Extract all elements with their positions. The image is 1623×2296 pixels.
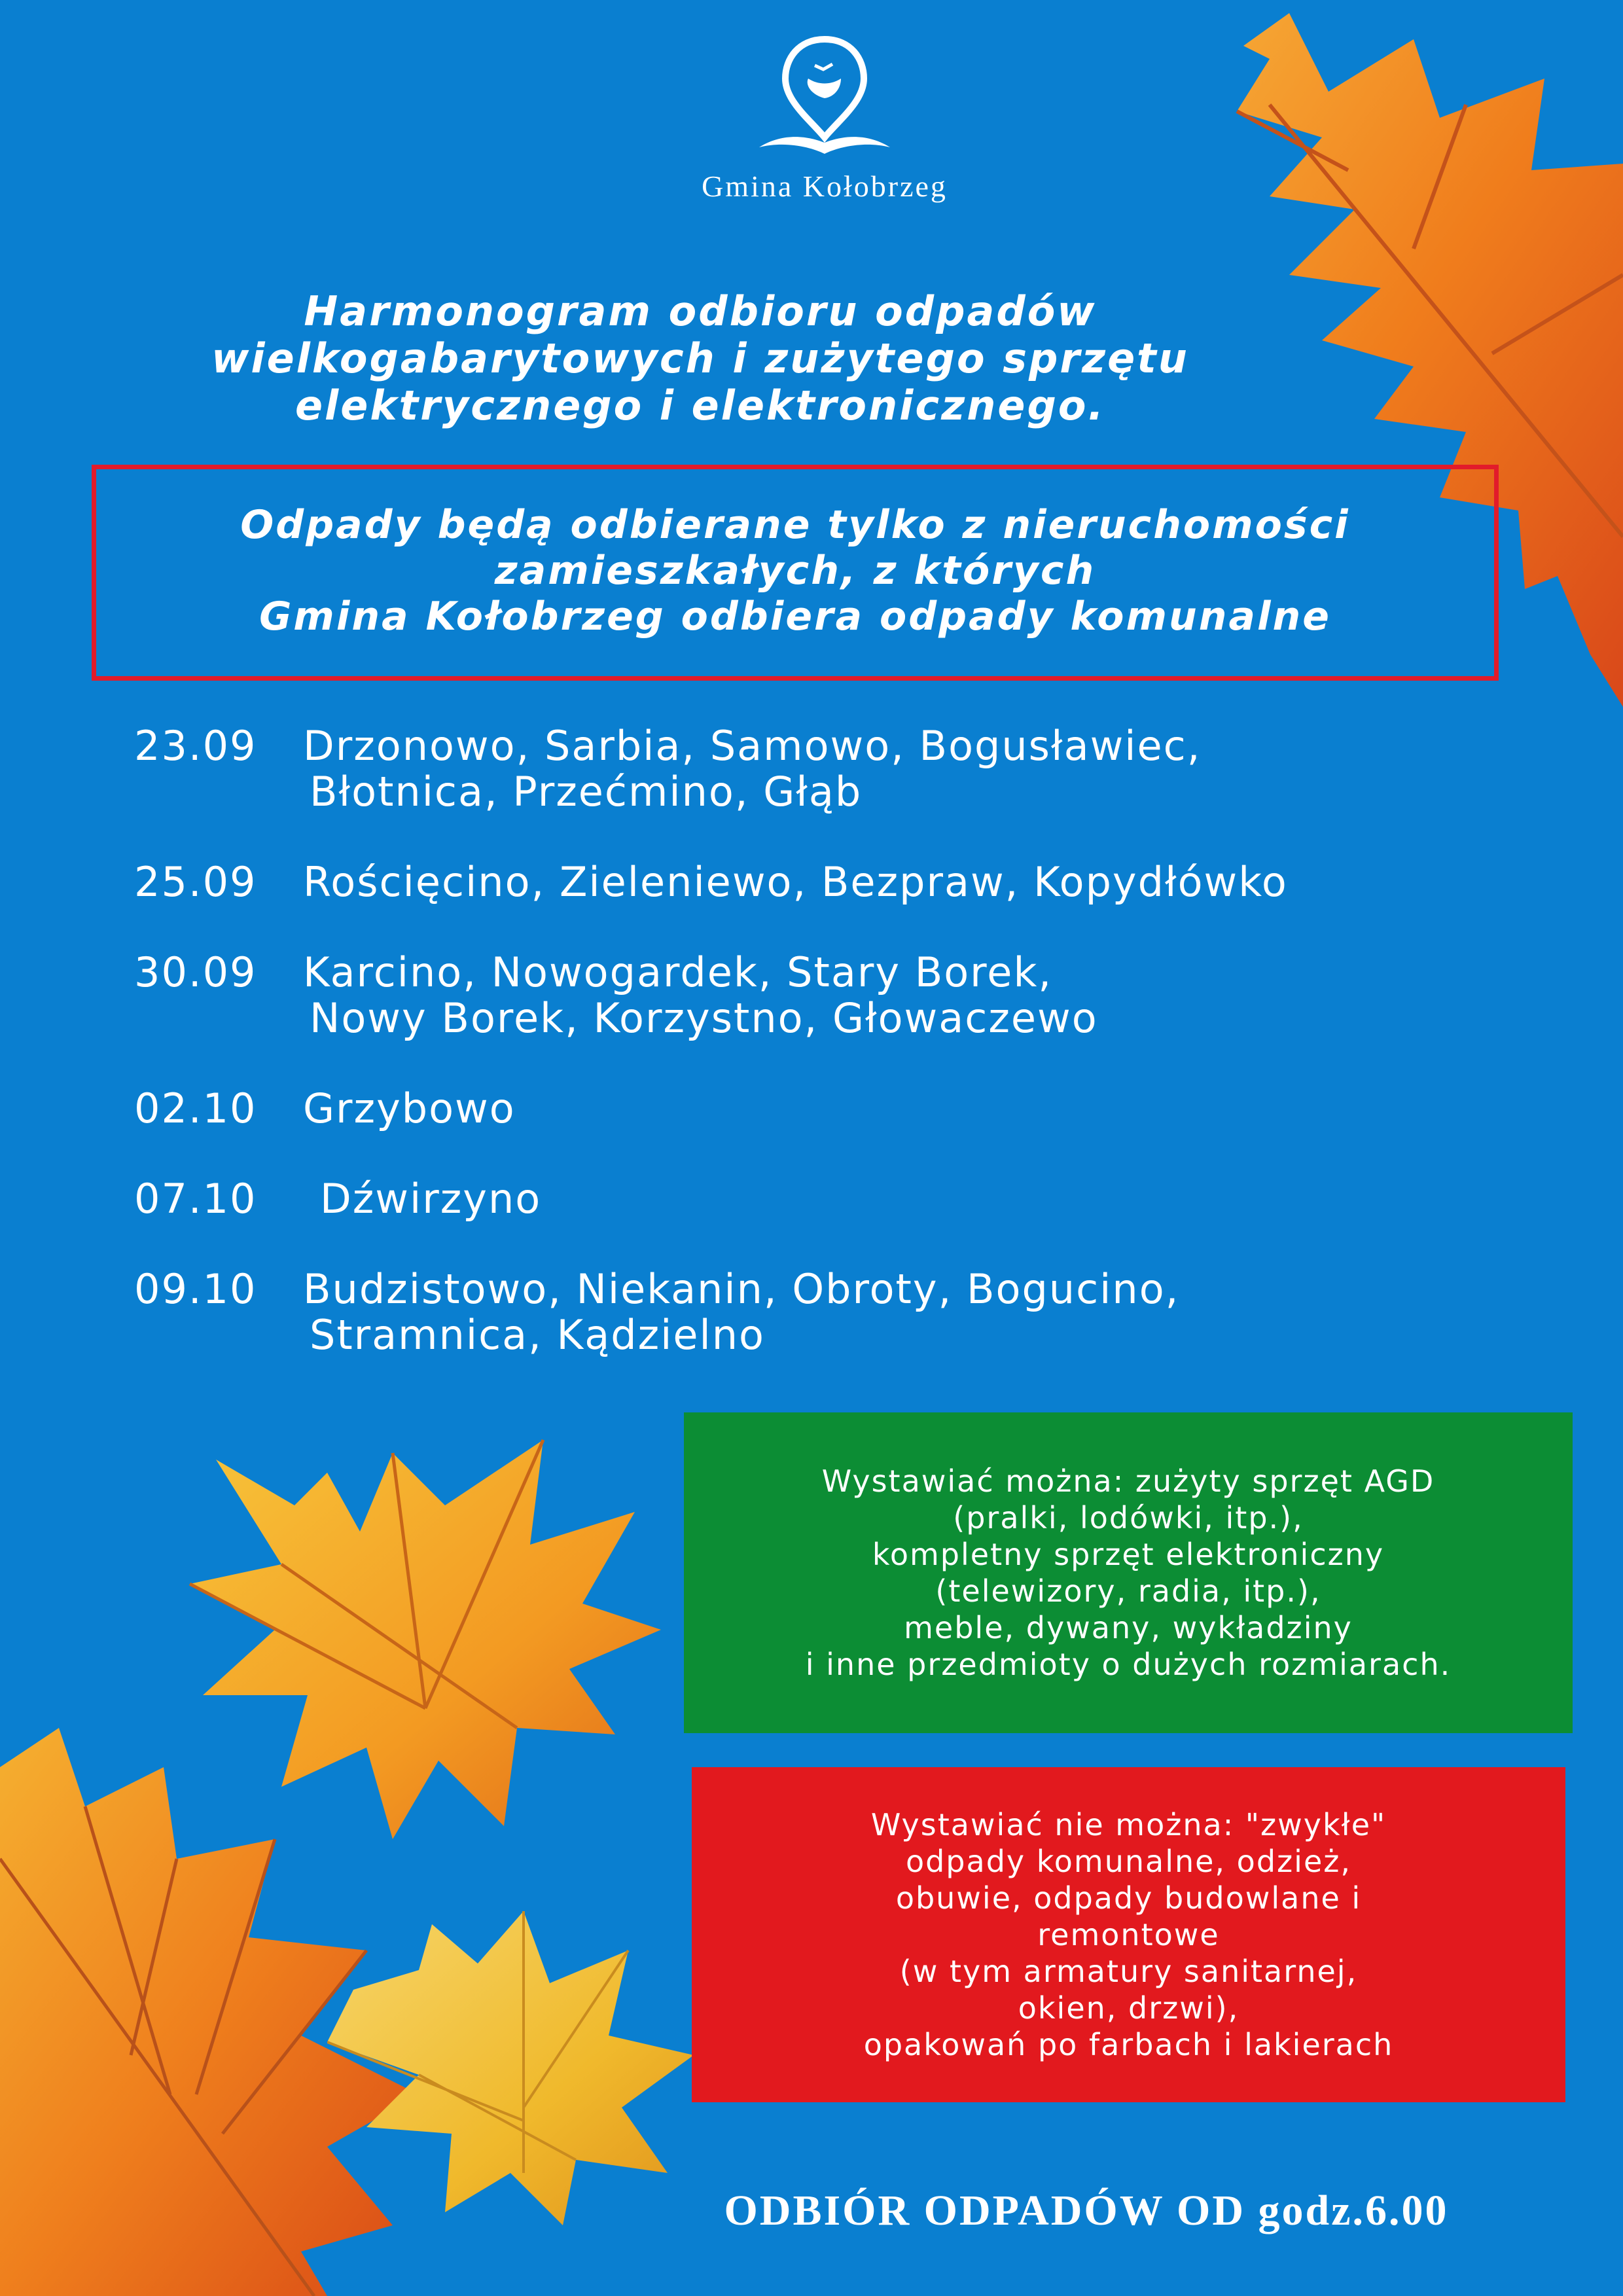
schedule-entry <box>134 723 1607 815</box>
forbidden-line: (w tym armatury sanitarnej, <box>899 1954 1358 1989</box>
title-line: wielkogabarytowych i zużytego sprzętu <box>211 334 1189 382</box>
schedule-places: Budzistowo, Niekanin, Obroty, Bogucino, <box>303 1265 1180 1313</box>
allowed-line: Wystawiać można: zużyty sprzęt AGD <box>821 1463 1435 1499</box>
forbidden-line: remontowe <box>1037 1917 1220 1952</box>
allowed-line: (pralki, lodówki, itp.), <box>953 1500 1304 1535</box>
title-line: Harmonogram odbioru odpadów <box>304 287 1097 335</box>
schedule-places-continued: Stramnica, Kądzielno <box>310 1311 765 1359</box>
page-title <box>131 288 1270 429</box>
schedule-date: 09.10 <box>134 1265 257 1313</box>
notice-box <box>92 465 1499 681</box>
logo-text: Gmina Kołobrzeg <box>702 170 948 203</box>
forbidden-items-box <box>692 1767 1565 2102</box>
forbidden-line: Wystawiać nie można: "zwykłe" <box>870 1807 1387 1842</box>
pickup-time-footer: ODBIÓR ODPADÓW OD godz.6.00 <box>724 2187 1449 2234</box>
schedule-entry <box>134 1176 1607 1222</box>
schedule-date: 02.10 <box>134 1085 257 1132</box>
forbidden-line: opakowań po farbach i lakierach <box>863 2027 1394 2062</box>
schedule-places: Drzonowo, Sarbia, Samowo, Bogusławiec, <box>303 722 1202 770</box>
location-pin-logo-icon <box>759 33 890 157</box>
schedule-list <box>134 723 1607 1403</box>
forbidden-line: obuwie, odpady budowlane i <box>895 1880 1362 1916</box>
schedule-places: Rościęcino, Zieleniewo, Bezpraw, Kopydłówko <box>303 858 1288 906</box>
allowed-line: kompletny sprzęt elektroniczny <box>872 1537 1385 1572</box>
maple-leaf-bottom-yellow-icon <box>327 1911 694 2225</box>
forbidden-line: okien, drzwi), <box>1018 1990 1240 2026</box>
schedule-places: Dźwirzyno <box>320 1175 542 1223</box>
schedule-entry <box>134 859 1607 905</box>
schedule-places-continued: Nowy Borek, Korzystno, Głowaczewo <box>310 994 1098 1042</box>
forbidden-line: odpady komunalne, odzież, <box>905 1844 1352 1879</box>
title-line: elektrycznego i elektronicznego. <box>295 382 1105 429</box>
schedule-entry <box>134 950 1607 1041</box>
schedule-places: Karcino, Nowogardek, Stary Borek, <box>303 948 1053 996</box>
schedule-date: 30.09 <box>134 948 257 996</box>
schedule-entry <box>134 1266 1607 1358</box>
schedule-entry <box>134 1086 1607 1132</box>
notice-line: Gmina Kołobrzeg odbiera odpady komunalne <box>259 594 1331 639</box>
gmina-logo <box>674 33 975 204</box>
schedule-date: 23.09 <box>134 722 257 770</box>
allowed-line: meble, dywany, wykładziny <box>904 1610 1353 1645</box>
schedule-date: 07.10 <box>134 1175 257 1223</box>
allowed-items-box <box>684 1412 1573 1733</box>
notice-line: Odpady będą odbierane tylko z nieruchomości <box>240 502 1350 548</box>
schedule-places-continued: Błotnica, Przećmino, Głąb <box>310 768 863 816</box>
allowed-line: i inne przedmioty o dużych rozmiarach. <box>805 1647 1452 1682</box>
schedule-date: 25.09 <box>134 858 257 906</box>
allowed-line: (telewizory, radia, itp.), <box>935 1573 1321 1609</box>
schedule-places: Grzybowo <box>303 1085 516 1132</box>
notice-line: zamieszkałych, z których <box>494 548 1096 594</box>
